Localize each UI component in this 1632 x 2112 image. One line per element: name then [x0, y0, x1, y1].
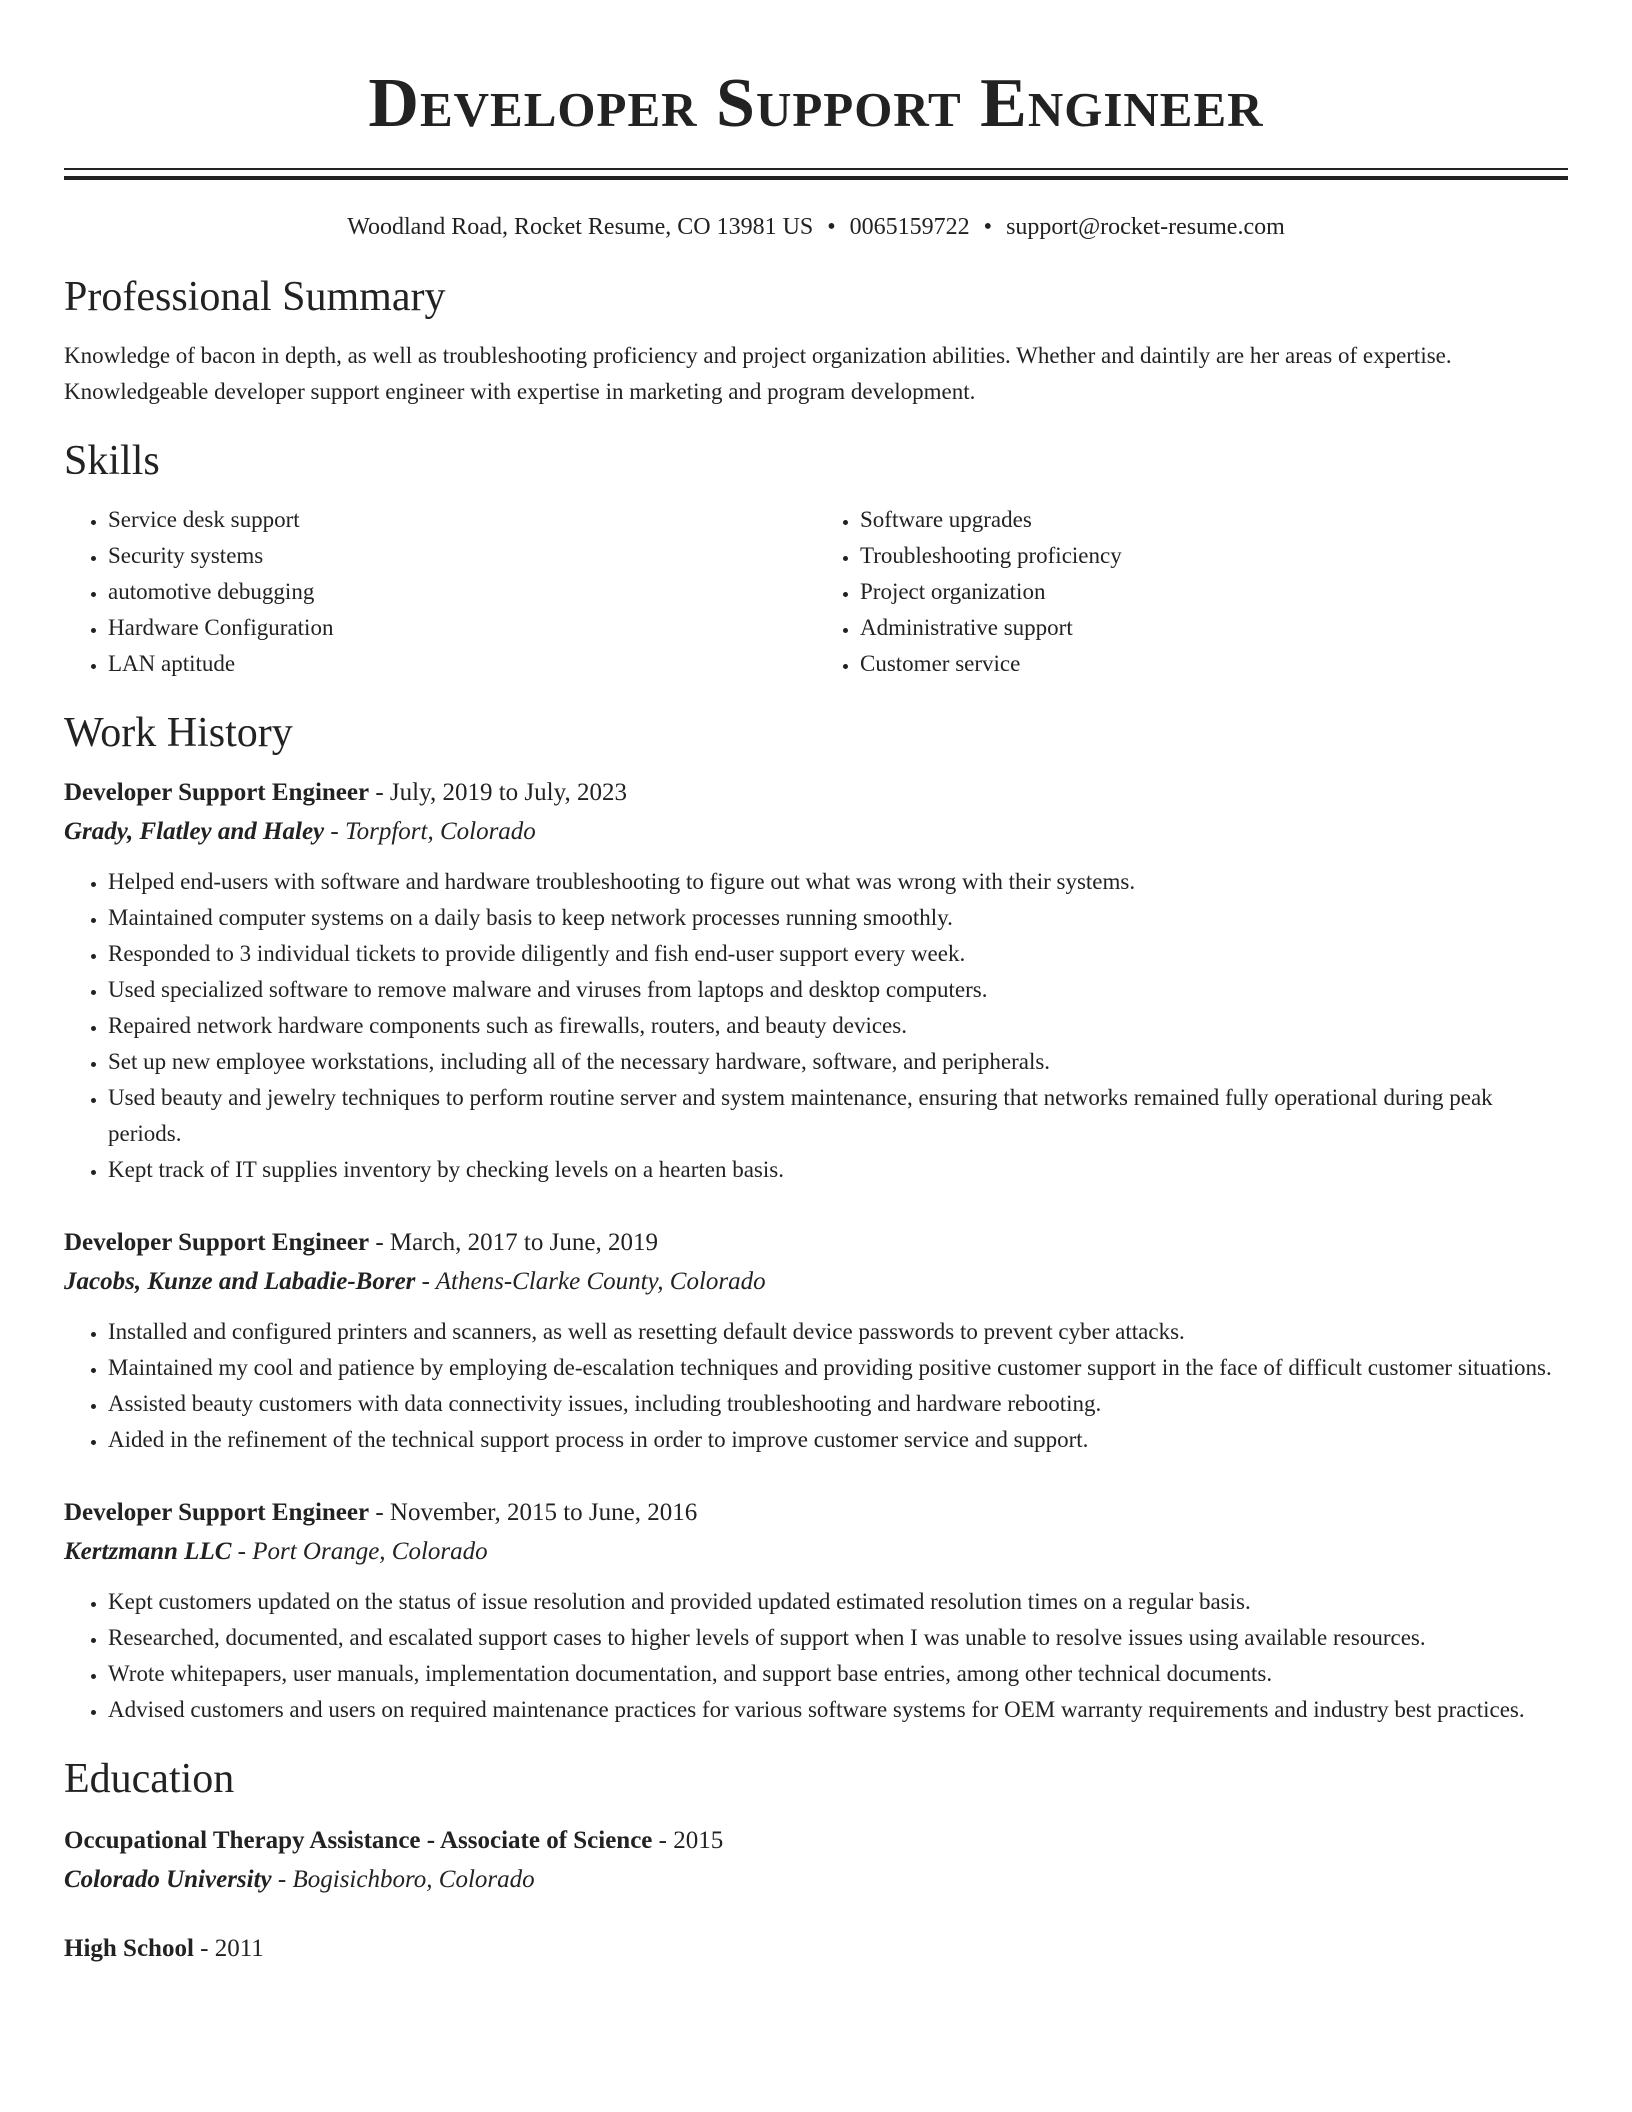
job-title-line: Developer Support Engineer - March, 2017 to June, 2019 — [64, 1229, 658, 1256]
skills-columns — [64, 502, 1568, 682]
employer-line: Kertzmann LLC - Port Orange, Colorado — [64, 1538, 488, 1565]
employer-name: Kertzmann LLC — [64, 1538, 232, 1565]
job-bullet: • Aided in the refinement of the technical support process in order to improve customer service and support. — [108, 1422, 1568, 1458]
job-bullet: • Assisted beauty customers with data connectivity issues, including troubleshooting and hardware rebooting. — [108, 1386, 1568, 1422]
employer-line: Grady, Flatley and Haley - Torpfort, Colorado — [64, 818, 536, 845]
skill-item: • Administrative support — [860, 610, 1568, 646]
skills-list-right — [816, 502, 1568, 682]
skill-item: • Service desk support — [108, 502, 816, 538]
degree-year: 2011 — [214, 1935, 264, 1962]
employer-name: Jacobs, Kunze and Labadie-Borer — [64, 1268, 416, 1295]
contact-address: Woodland Road, Rocket Resume, CO 13981 US — [347, 214, 814, 240]
job-dates: November, 2015 to June, 2016 — [389, 1499, 698, 1526]
job-title-line: Developer Support Engineer - July, 2019 to July, 2023 — [64, 779, 627, 806]
job-bullet: • Used beauty and jewelry techniques to perform routine server and system maintenance, ensuring that networks remained fully operational during peak periods. — [108, 1080, 1568, 1152]
skill-item: • Customer service — [860, 646, 1568, 682]
job-bullet: • Installed and configured printers and scanners, as well as resetting default device passwords to prevent cyber attacks. — [108, 1314, 1568, 1350]
job-bullets — [64, 1584, 1568, 1728]
job-bullet: • Kept customers updated on the status of issue resolution and provided updated estimated resolution times on a regular basis. — [108, 1584, 1568, 1620]
section-heading-summary: Professional Summary — [64, 274, 446, 320]
summary-text: Knowledge of bacon in depth, as well as troubleshooting proficiency and project organization abilities. Whether and daintily are her areas of expertise. Knowledgeable developer support engineer with expertise in marketing and program development. — [64, 343, 1452, 404]
school-location: Bogisichboro, Colorado — [292, 1866, 535, 1893]
section-heading-skills: Skills — [64, 438, 160, 484]
education-entry — [64, 1822, 1568, 1900]
skills-list-left — [64, 502, 816, 682]
skill-item: • LAN aptitude — [108, 646, 816, 682]
job-title: Developer Support Engineer — [64, 1499, 370, 1526]
section-heading-work-history: Work History — [64, 710, 293, 756]
skill-item: • Project organization — [860, 574, 1568, 610]
employer-location: Port Orange, Colorado — [252, 1538, 488, 1565]
skill-item: • Hardware Configuration — [108, 610, 816, 646]
job-bullet: • Set up new employee workstations, including all of the necessary hardware, software, and peripherals. — [108, 1044, 1568, 1080]
job-dates: March, 2017 to June, 2019 — [389, 1229, 658, 1256]
job-entry — [64, 1224, 1568, 1458]
job-title-line: Developer Support Engineer - November, 2015 to June, 2016 — [64, 1499, 698, 1526]
resume-page — [64, 0, 1568, 1968]
job-bullet: • Helped end-users with software and hardware troubleshooting to figure out what was wrong with their systems. — [108, 864, 1568, 900]
skill-item: • Software upgrades — [860, 502, 1568, 538]
degree-name: High School — [64, 1935, 194, 1962]
job-bullet: • Used specialized software to remove malware and viruses from laptops and desktop computers. — [108, 972, 1568, 1008]
job-bullet: • Responded to 3 individual tickets to provide diligently and fish end-user support every week. — [108, 936, 1568, 972]
job-dates: July, 2019 to July, 2023 — [389, 779, 627, 806]
contact-email: support@rocket-resume.com — [1006, 214, 1285, 240]
employer-name: Grady, Flatley and Haley — [64, 818, 325, 845]
employer-location: Torpfort, Colorado — [344, 818, 536, 845]
degree-line: High School - 2011 — [64, 1935, 264, 1962]
resume-title: Developer Support Engineer — [368, 65, 1264, 142]
education-entry — [64, 1930, 1568, 1968]
job-entry — [64, 774, 1568, 1188]
header-rule-thin — [64, 168, 1568, 170]
school-name: Colorado University — [64, 1866, 272, 1893]
job-bullet: • Researched, documented, and escalated support cases to higher levels of support when I was unable to resolve issues using available resources. — [108, 1620, 1568, 1656]
employer-line: Jacobs, Kunze and Labadie-Borer - Athens-Clarke County, Colorado — [64, 1268, 766, 1295]
job-bullet: • Maintained computer systems on a daily basis to keep network processes running smoothly. — [108, 900, 1568, 936]
header-rule-thick — [64, 176, 1568, 180]
job-bullet: • Maintained my cool and patience by employing de-escalation techniques and providing positive customer support in the face of difficult customer situations. — [108, 1350, 1568, 1386]
skill-item: • Security systems — [108, 538, 816, 574]
job-title: Developer Support Engineer — [64, 779, 370, 806]
contact-separator: • — [827, 214, 836, 240]
job-bullet: • Repaired network hardware components such as firewalls, routers, and beauty devices. — [108, 1008, 1568, 1044]
degree-year: 2015 — [673, 1827, 724, 1854]
degree-line: Occupational Therapy Assistance - Associate of Science - 2015 — [64, 1827, 724, 1854]
job-bullet: • Kept track of IT supplies inventory by checking levels on a hearten basis. — [108, 1152, 1568, 1188]
skill-item: • Troubleshooting proficiency — [860, 538, 1568, 574]
job-bullet: • Wrote whitepapers, user manuals, implementation documentation, and support base entries, among other technical documents. — [108, 1656, 1568, 1692]
job-bullets — [64, 1314, 1568, 1458]
job-bullet: • Advised customers and users on required maintenance practices for various software systems for OEM warranty requirements and industry best practices. — [108, 1692, 1568, 1728]
section-heading-education: Education — [64, 1756, 235, 1802]
contact-separator: • — [983, 214, 993, 240]
job-title: Developer Support Engineer — [64, 1229, 370, 1256]
degree-name: Occupational Therapy Assistance - Associate of Science — [64, 1827, 653, 1854]
job-bullets — [64, 864, 1568, 1188]
school-line: Colorado University - Bogisichboro, Colorado — [64, 1866, 535, 1893]
skill-item: • automotive debugging — [108, 574, 816, 610]
contact-line — [64, 212, 1568, 242]
employer-location: Athens-Clarke County, Colorado — [435, 1268, 766, 1295]
job-entry — [64, 1494, 1568, 1728]
contact-phone: 0065159722 — [849, 214, 970, 240]
